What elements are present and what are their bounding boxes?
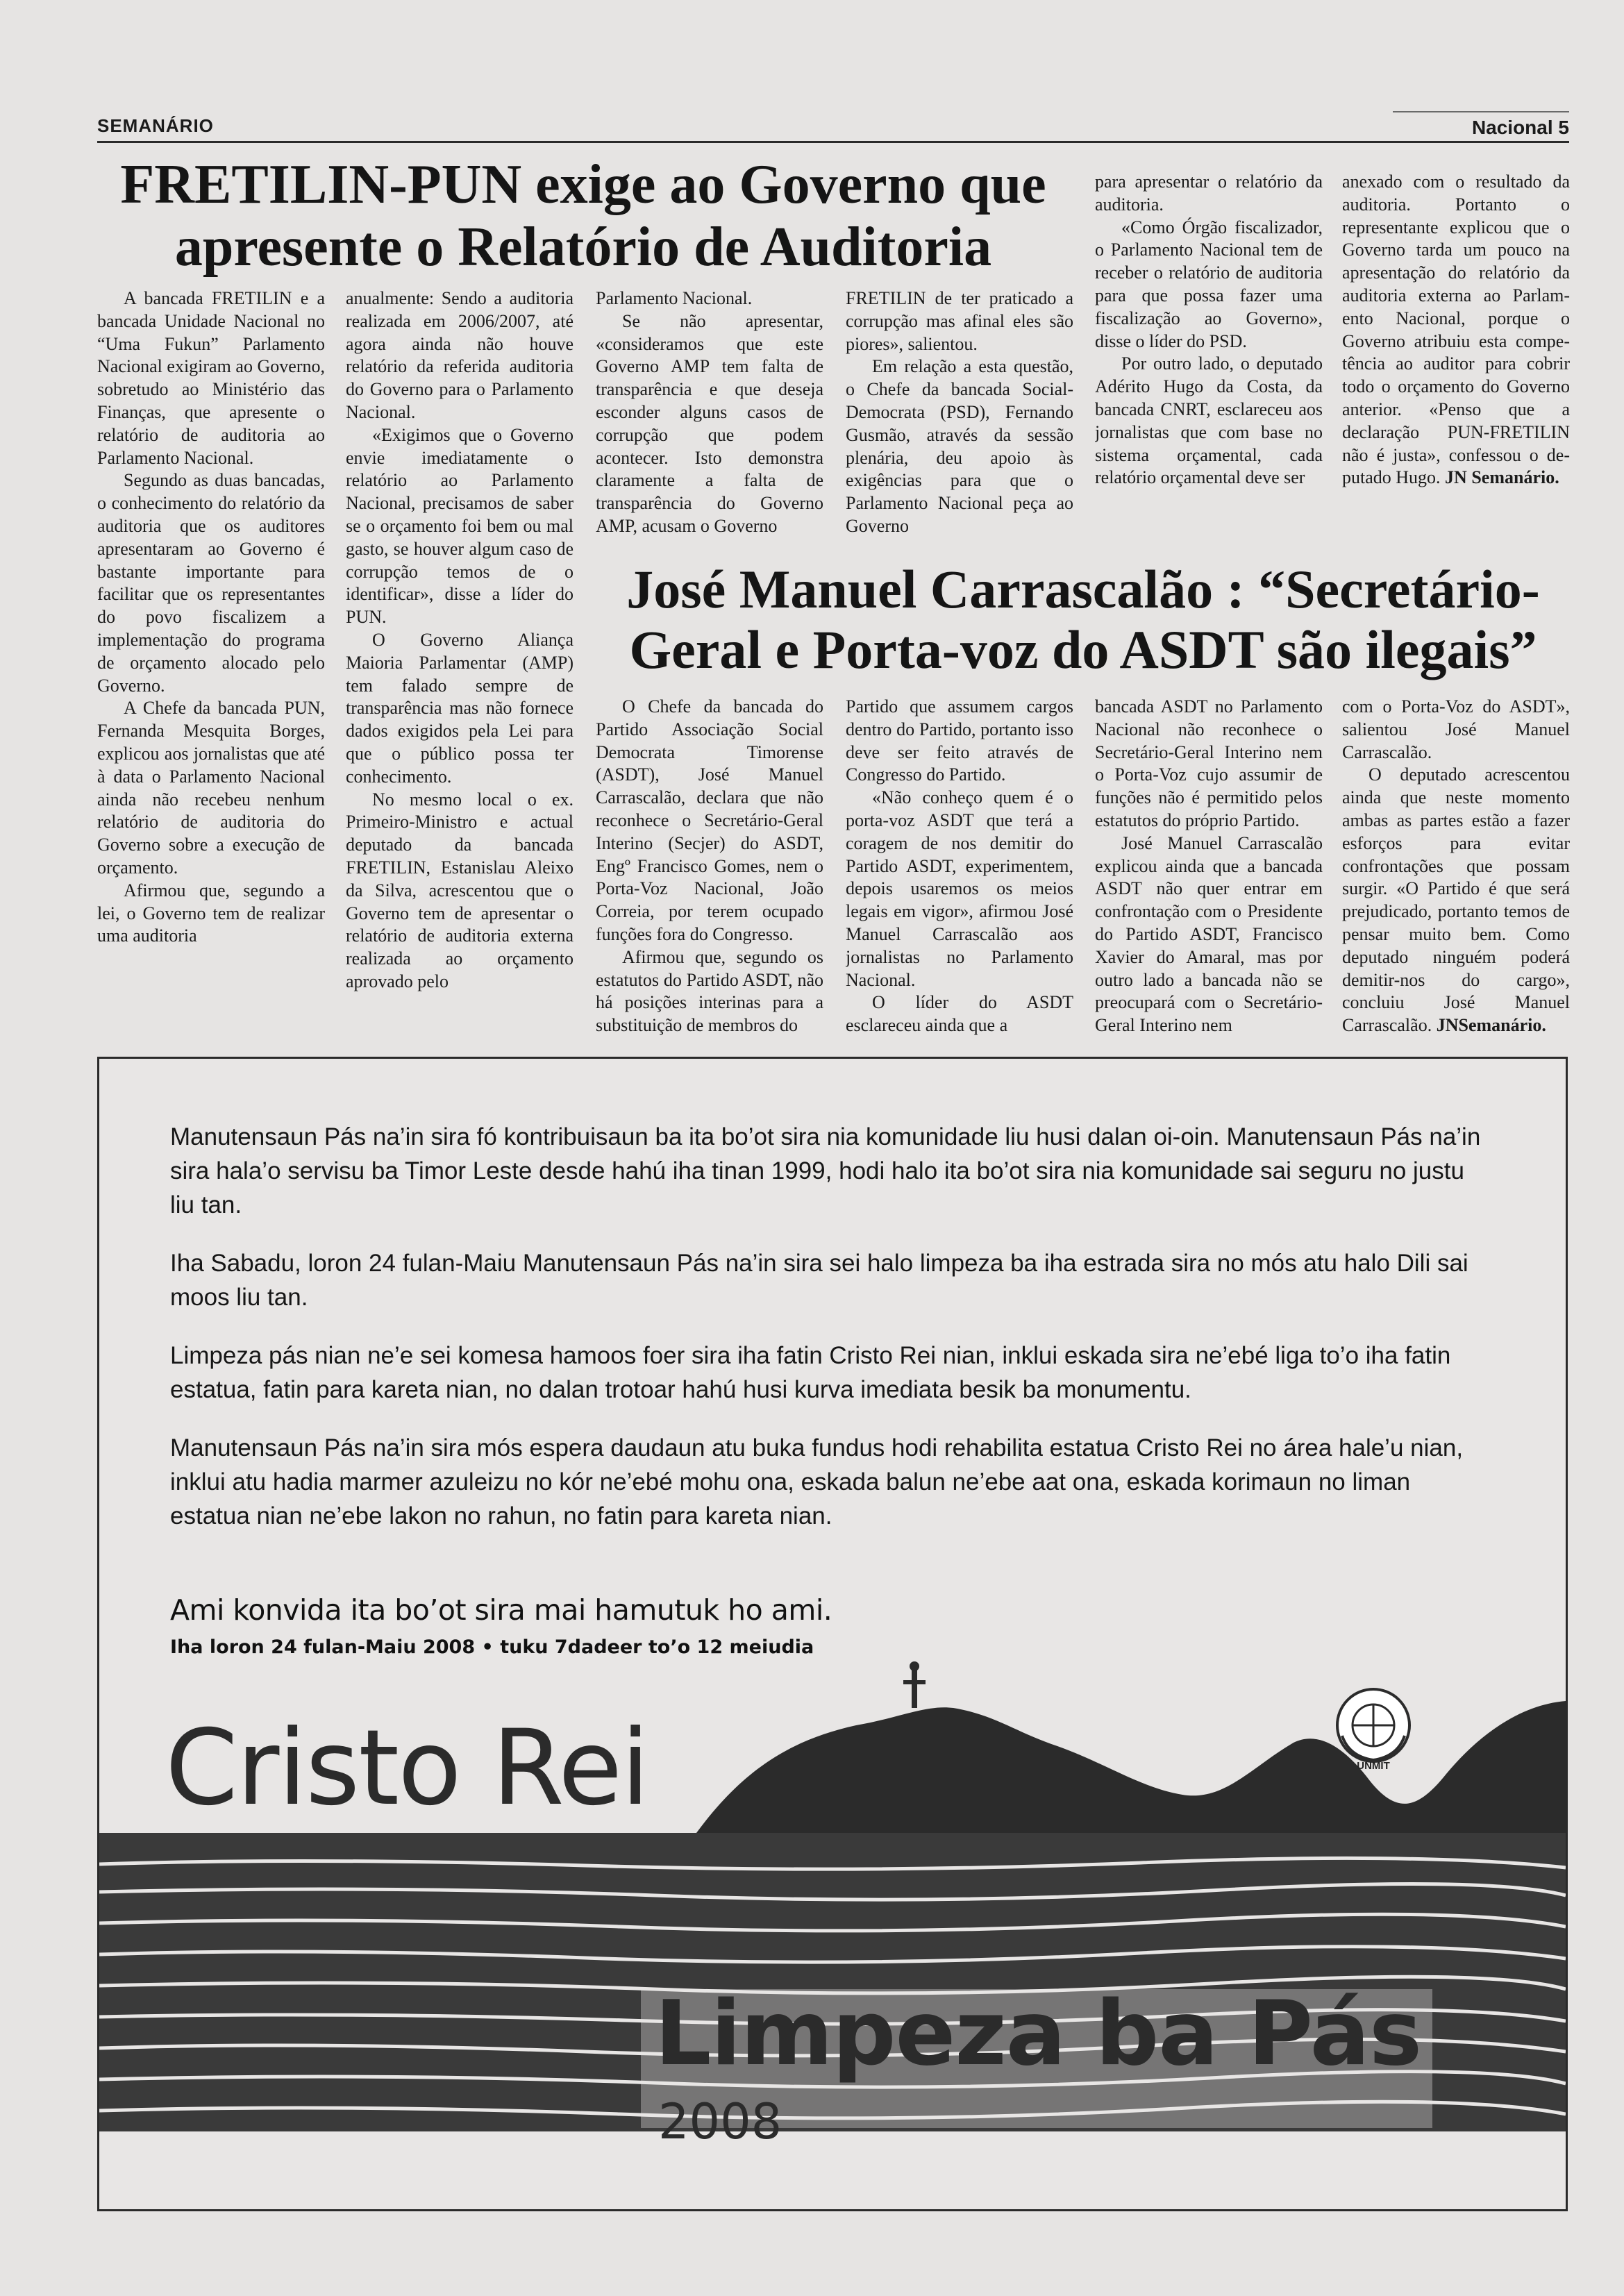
paragraph-text: anexado com o resultado da auditoria. Portanto o representante explicou que o Governo tarda um pouco na apresentação do relatório da auditoria externa ao Parlam-ento Nacional, porque o Governo atribuiu esta compe-tência ao auditor para cobrir todo o orçamento do Governo anterior. «Penso que a declaração PUN-FRETILIN não é justa», confessou o de-putado Hugo. <box>1342 171 1570 488</box>
paragraph <box>1342 764 1570 1037</box>
article1-column-5 <box>1095 171 1323 546</box>
article2-column-2 <box>846 696 1073 1048</box>
header-rule <box>97 141 1569 143</box>
paragraph: anualmente: Sendo a auditoria realizada em 2006/2007, até agora ainda não houve relatório da referida auditoria do Governo para o Parlamento Nacional. <box>346 288 574 422</box>
paragraph: com o Porta-Voz do ASDT», salientou José Manuel Carrascalão. <box>1342 696 1570 762</box>
paragraph <box>1342 171 1570 489</box>
paragraph: bancada ASDT no Parlamento Nacional não reconhece o Secretário-Geral Interino nem o Porta-Voz cujo assumir de funções não é permitido pelos estatutos do próprio Partido. <box>1095 696 1323 830</box>
article2-headline-line1: José Manuel Carrascalão : “Secretário- <box>626 559 1540 619</box>
statue-arms <box>903 1680 926 1684</box>
article2-column-4 <box>1342 696 1570 1048</box>
un-emblem-icon <box>1337 1689 1409 1761</box>
paragraph: O Governo Aliança Maioria Parlamentar (AMP) tem falado sempre de transparência mas não fornece dados exigidos pela Lei para que o público possa ter conhecimento. <box>346 629 574 787</box>
article1-headline-line2: apresente o Relatório de Auditoria <box>174 216 992 278</box>
paragraph: FRETILIN de ter praticado a corrupção mas afinal eles são piores», salientou. <box>846 288 1073 354</box>
paragraph: O Chefe da bancada do Partido Associação Social Democrata Timorense (ASDT), José Manuel Carrascalão, declara que não reconhece o Secretário-Geral Interino (Secjer) do ASDT, Engº Francisco Gomes, nem o Porta-Voz Nacional, João Correia, por terem ocupado funções fora do Congresso. <box>596 696 823 944</box>
ad-paragraph: Manutensaun Pás na’in sira mós espera daudaun atu buka fundus hodi rehabilita estatua Cristo Rei no área hale’u nian, inklui atu hadia marmer azuleizu no kór ne’ebé mohu ona, eskada balun ne’ebe aat ona, eskada korimaun no liman estatua nian ne’ebe lakon no rahun, no fatin para kareta nian. <box>170 1434 1464 1530</box>
ad-paragraph: Limpeza pás nian ne’e sei komesa hamoos foer sira iha fatin Cristo Rei nian, inklui eskada sira ne’ebé liga to’o iha fatin estatua, fatin para kareta nian, no dalan trotoar hahú husi kurva imediata besik ba monumentu. <box>170 1342 1451 1403</box>
ad-brand-limpeza: Limpeza ba Pás <box>655 1982 1422 2086</box>
paragraph: Afirmou que, segundo a lei, o Governo tem de realizar uma auditoria <box>97 880 325 946</box>
article1-column-1 <box>97 287 325 1048</box>
ad-brand-cristo-rei: Cristo Rei <box>165 1708 648 1829</box>
article1-signature: JN Semanário. <box>1445 467 1559 488</box>
paragraph: Segundo as duas bancadas, o conhecimento do relatório da auditoria que os auditores apresentaram ao Governo é bastante importante para facilitar que os representantes do povo fiscalizem a implementação do programa de orçamento alocado pelo Governo. <box>97 470 325 696</box>
article2-headline-line2: Geral e Porta-voz do ASDT são ilegais” <box>629 619 1537 680</box>
paragraph: Parlamento Nacional. <box>596 288 753 308</box>
article1-column-4 <box>846 287 1073 544</box>
paragraph: A Chefe da bancada PUN, Fernanda Mesquita Borges, explicou aos jornalistas que até à data o Parlamento Nacional ainda não recebeu nenhum relatório de auditoria do Governo sobre a execução de orçamento. <box>97 698 325 878</box>
ad-brand-year: 2008 <box>658 2093 782 2150</box>
paragraph-text: O deputado acrescentou ainda que neste momento ambas as partes estão a fazer esforços para evitar confrontações que possam surgir. «O Partido é que será prejudicado, portanto temos de pensar muito bem. Como deputado ninguém poderá demitir-nos do cargo», concluiu José Manuel Carrascalão. <box>1342 764 1570 1036</box>
ad-date-line: Iha loron 24 fulan-Maiu 2008 • tuku 7dadeer to’o 12 meiudia <box>170 1636 814 1658</box>
article1-column-3 <box>596 287 823 544</box>
article1-headline-line1: FRETILIN-PUN exige ao Governo que <box>120 154 1046 215</box>
statue-head <box>910 1661 919 1671</box>
paragraph: Em relação a esta questão, o Chefe da bancada Social-Democrata (PSD), Fernando Gusmão, através da sessão plenária, deu apoio às exigências para que o Parlamento Nacional peça ao Governo <box>846 356 1073 536</box>
paragraph: Por outro lado, o deputado Adérito Hugo da Costa, da bancada CNRT, esclareceu aos jornalistas que com base no sistema orçamental, cada relatório orçamental deve ser <box>1095 353 1323 488</box>
paragraph: «Exigimos que o Governo envie imediatamente o relatório ao Parlamento Nacional, precisamos de saber se o orçamento foi bem ou mal gasto, se houver algum caso de corrupção temos de o identificar», disse a líder do PUN. <box>346 424 574 628</box>
ad-paragraph: Manutensaun Pás na’in sira fó kontribuisaun ba ita bo’ot sira nia komunidade liu husi dalan oi-oin. Manutensaun Pás na’in sira hala’o servisu ba Timor Leste desde hahú iha tinan 1999, hodi halo ita bo’ot sira nia komunidade sai seguru no justu liu tan. <box>170 1123 1481 1218</box>
paragraph: Partido que assumem cargos dentro do Partido, portanto isso deve ser feito através de Congresso do Partido. <box>846 696 1073 785</box>
paragraph: José Manuel Carrascalão explicou ainda que a bancada ASDT não quer entrar em confrontação com o Presidente do Partido ASDT, Francisco Xavier do Amaral, mas por outro lado a bancada não se preocupará com o Secretário-Geral Interino nem <box>1095 832 1323 1036</box>
newspaper-name: SEMANÁRIO <box>97 115 214 136</box>
article2-column-1 <box>596 696 823 1048</box>
article1-column-2 <box>346 287 574 1048</box>
section-page-label: Nacional 5 <box>1471 117 1569 138</box>
ad-paragraph: Iha Sabadu, loron 24 fulan-Maiu Manutensaun Pás na’in sira sei halo limpeza ba iha estrada sira no mós atu halo Dili sai moos liu tan. <box>170 1250 1468 1311</box>
article2-headline <box>597 559 1569 680</box>
article2-signature: JNSemanário. <box>1436 1015 1546 1036</box>
paragraph: A bancada FRETILIN e a bancada Unidade Nacional no “Uma Fukun” Parlamento Nacional exigiram ao Governo, sobretudo ao Ministério das Finanças, que apresente o relatório de auditoria ao Parlamento Nacional. <box>97 288 325 468</box>
article1-headline <box>97 154 1069 278</box>
article2-column-3 <box>1095 696 1323 1048</box>
paragraph: Se não apresentar, «consideramos que este Governo AMP tem falta de transparência e que deseja esconder alguns casos de corrupção que podem acontecer. Isto demonstra claramente a falta de transparência do Governo AMP, acusam o Governo <box>596 310 823 536</box>
advertisement <box>97 1057 1568 2211</box>
ad-invitation: Ami konvida ita bo’ot sira mai hamutuk ho ami. <box>170 1593 832 1627</box>
header-rule-top <box>1393 111 1569 112</box>
paragraph: «Não conheço quem é o porta-voz ASDT que terá a coragem de nos demitir do Partido ASDT, experimentem, depois usaremos os meios legais em vigor», afirmou José Manuel Carrascalão aos jornalistas no Parlamento Nacional. <box>846 787 1073 990</box>
paragraph: O líder do ASDT esclareceu ainda que a <box>846 992 1073 1036</box>
paragraph: Afirmou que, segundo os estatutos do Partido ASDT, não há posições interinas para a substituição de membros do <box>596 946 823 1036</box>
paragraph: «Como Órgão fiscalizador, o Parlamento Nacional tem de receber o relatório de auditoria para que possa fazer uma fiscalização ao Governo», disse o líder do PSD. <box>1095 217 1323 351</box>
paragraph: para apresentar o relatório da auditoria. <box>1095 171 1323 215</box>
paragraph: No mesmo local o ex. Primeiro-Ministro e actual deputado da bancada FRETILIN, Estanislau Aleixo da Silva, acrescentou que o Governo tem de apresentar o relatório de auditoria externa realizada ao orçamento aprovado pelo <box>346 789 574 991</box>
article1-column-6 <box>1342 171 1570 546</box>
hills-silhouette <box>696 1701 1566 1833</box>
statue-figure <box>912 1670 917 1708</box>
unmit-logo-label: UNMIT <box>1357 1760 1390 1772</box>
